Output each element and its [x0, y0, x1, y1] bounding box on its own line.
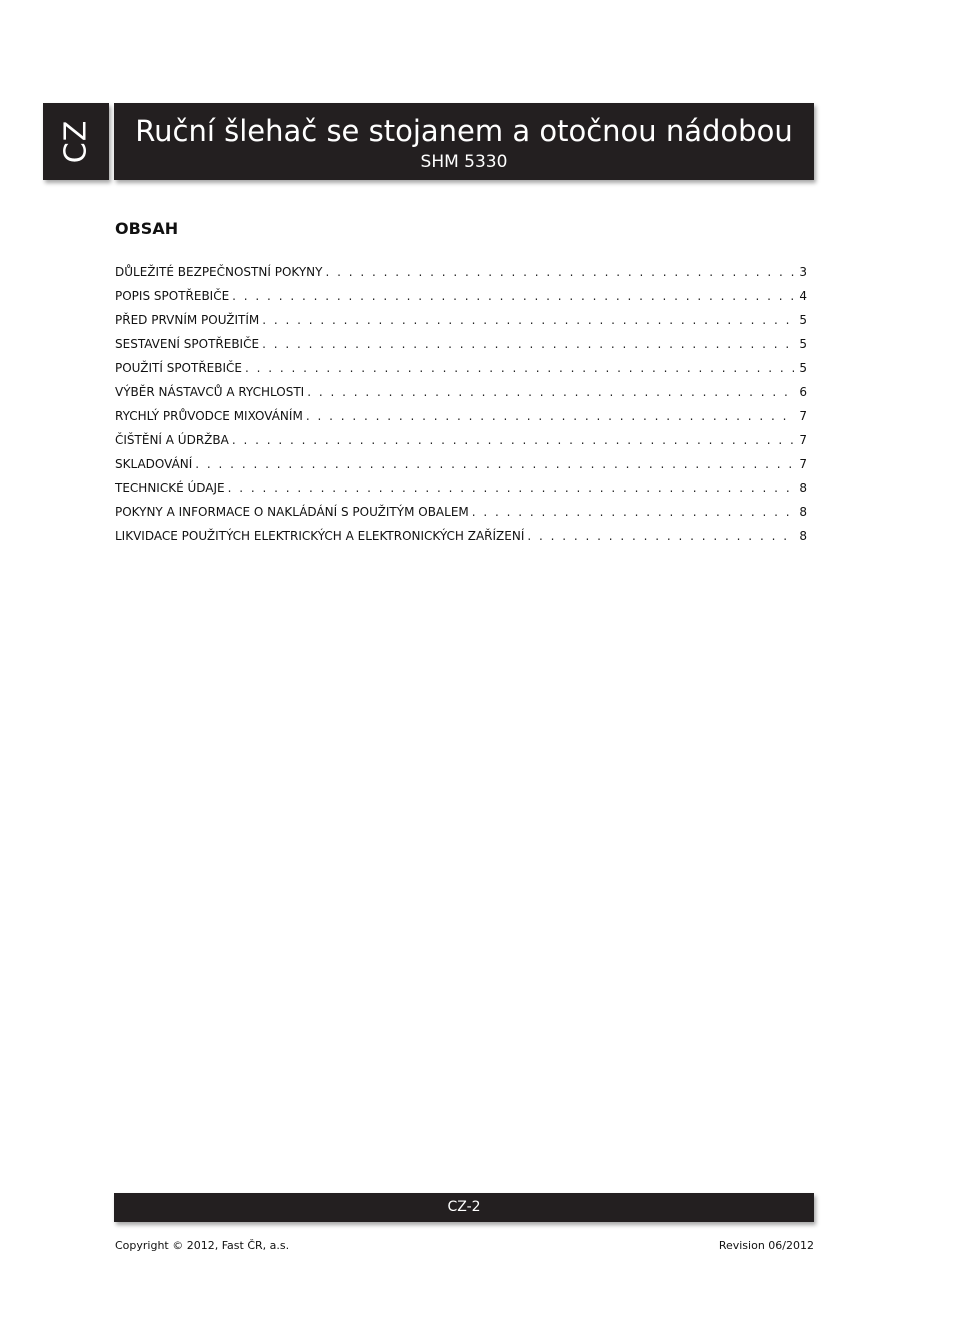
toc-entry[interactable] [115, 454, 807, 478]
toc-entry-page: 8 [799, 505, 807, 519]
dot-leader [228, 478, 794, 498]
document-title: Ruční šlehač se stojanem a otočnou nádobou [135, 114, 793, 148]
toc-entry[interactable] [115, 406, 807, 430]
toc-entry[interactable] [115, 334, 807, 358]
dot-leader [472, 502, 794, 522]
dot-leader [232, 286, 794, 306]
title-bar [114, 103, 814, 180]
table-of-contents [115, 262, 807, 550]
dot-leader [232, 430, 794, 450]
toc-entry-label: LIKVIDACE POUŽITÝCH ELEKTRICKÝCH A ELEKTRONICKÝCH ZAŘÍZENÍ [115, 529, 525, 543]
toc-entry-page: 5 [799, 361, 807, 375]
revision-label: Revision 06/2012 [718, 1239, 814, 1252]
toc-entry-label: POPIS SPOTŘEBIČE [115, 289, 230, 303]
toc-entry-label: ČIŠTĚNÍ A ÚDRŽBA [115, 433, 229, 447]
toc-entry[interactable] [115, 310, 807, 334]
toc-entry[interactable] [115, 430, 807, 454]
toc-entry[interactable] [115, 382, 807, 406]
toc-entry-page: 7 [799, 433, 807, 447]
page-number: CZ-2 [447, 1199, 481, 1215]
toc-heading: OBSAH [115, 219, 179, 238]
toc-entry[interactable] [115, 286, 807, 310]
toc-entry-page: 4 [799, 289, 807, 303]
toc-entry-page: 6 [799, 385, 807, 399]
toc-entry[interactable] [115, 358, 807, 382]
footer-page-bar [114, 1193, 814, 1222]
toc-entry[interactable] [115, 526, 807, 550]
language-tab [43, 103, 109, 180]
toc-entry[interactable] [115, 478, 807, 502]
dot-leader [325, 262, 794, 282]
toc-entry-label: TECHNICKÉ ÚDAJE [115, 481, 225, 495]
dot-leader [527, 526, 794, 546]
toc-entry-page: 3 [799, 265, 807, 279]
copyright-notice: Copyright © 2012, Fast ČR, a.s. [115, 1239, 290, 1252]
toc-entry-label: RYCHLÝ PRŮVODCE MIXOVÁNÍM [115, 409, 303, 423]
dot-leader [245, 358, 794, 378]
toc-entry-label: PŘED PRVNÍM POUŽITÍM [115, 313, 260, 327]
toc-entry-page: 5 [799, 337, 807, 351]
toc-entry-label: POKYNY A INFORMACE O NAKLÁDÁNÍ S POUŽITÝM OBALEM [115, 505, 469, 519]
dot-leader [262, 334, 794, 354]
toc-entry-label: DŮLEŽITÉ BEZPEČNOSTNÍ POKYNY [115, 265, 323, 279]
dot-leader [262, 310, 794, 330]
toc-entry-page: 8 [799, 481, 807, 495]
toc-entry[interactable] [115, 502, 807, 526]
model-number: SHM 5330 [420, 152, 508, 172]
toc-entry-label: POUŽITÍ SPOTŘEBIČE [115, 361, 242, 375]
toc-entry-label: SKLADOVÁNÍ [115, 457, 193, 471]
toc-entry-page: 5 [799, 313, 807, 327]
toc-entry-label: SESTAVENÍ SPOTŘEBIČE [115, 337, 260, 351]
toc-entry-label: VÝBĚR NÁSTAVCŮ A RYCHLOSTI [115, 385, 305, 399]
toc-entry-page: 7 [799, 409, 807, 423]
toc-entry-page: 8 [799, 529, 807, 543]
language-code: CZ [58, 119, 94, 164]
dot-leader [306, 406, 794, 426]
toc-entry[interactable] [115, 262, 807, 286]
dot-leader [307, 382, 794, 402]
toc-entry-page: 7 [799, 457, 807, 471]
dot-leader [195, 454, 794, 474]
